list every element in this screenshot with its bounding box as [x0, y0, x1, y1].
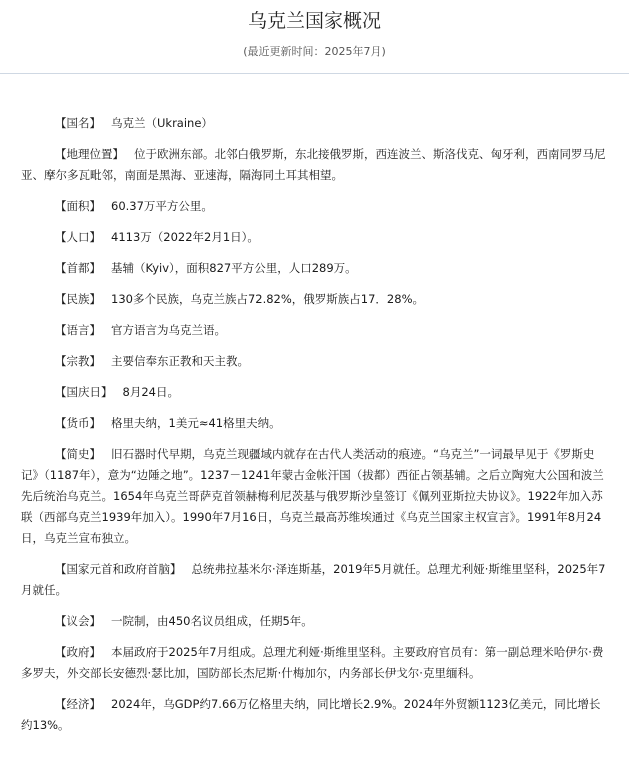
section-capital [21, 258, 611, 279]
article-body [21, 113, 611, 746]
section-national-day [21, 382, 611, 403]
section-population [21, 227, 611, 248]
page-title: 乌克兰国家概况 [247, 10, 381, 32]
section-label: 【宗教】 [55, 354, 101, 368]
section-label: 【首都】 [55, 261, 101, 275]
section-label: 【民族】 [55, 292, 101, 306]
section-label: 【议会】 [55, 614, 101, 628]
section-label: 【货币】 [55, 416, 101, 430]
section-country-name [21, 113, 611, 134]
section-text: 本届政府于2025年7月组成。总理尤利娅·斯维里坚科。主要政府官员有：第一副总理米哈伊尔·费多罗夫，外交部长安德烈·瑟比加，国防部长杰尼斯·什梅加尔，内务部长伊戈尔·克里缅科。 [21, 645, 604, 680]
section-text: 60.37万平方公里。 [111, 199, 213, 213]
section-label: 【国名】 [55, 116, 101, 130]
section-text: 130多个民族，乌克兰族占72.82%，俄罗斯族占17．28%。 [111, 292, 424, 306]
section-head-of-state [21, 559, 611, 601]
section-currency [21, 413, 611, 434]
section-history [21, 444, 611, 549]
section-text: 旧石器时代早期，乌克兰现疆域内就存在古代人类活动的痕迹。“乌克兰”一词最早见于《罗斯史记》（1187年），意为“边陲之地”。1237－1241年蒙古金帐汗国（拔都）西征占领基辅。之后立陶宛大公国和波兰先后统治乌克兰。1654年乌克兰哥萨克首领赫梅利尼茨基与俄罗斯沙皇签订《佩列亚斯拉夫协议》。1922年加入苏联（西部乌克兰1939年加入）。1990年7月16日，乌克兰最高苏维埃通过《乌克兰国家主权宣言》。1991年8月24日，乌克兰宣布独立。 [21, 447, 604, 545]
section-text: 主要信奉东正教和天主教。 [111, 354, 249, 368]
section-parliament [21, 611, 611, 632]
section-label: 【人口】 [55, 230, 101, 244]
section-label: 【国庆日】 [55, 385, 113, 399]
section-religion [21, 351, 611, 372]
section-label: 【地理位置】 [55, 147, 124, 161]
section-area [21, 196, 611, 217]
section-label: 【面积】 [55, 199, 101, 213]
section-economy [21, 694, 611, 736]
section-text: 8月24日。 [122, 385, 179, 399]
section-text: 位于欧洲东部。北邻白俄罗斯，东北接俄罗斯，西连波兰、斯洛伐克、匈牙利，西南同罗马尼亚、摩尔多瓦毗邻，南面是黑海、亚速海，隔海同土耳其相望。 [21, 147, 606, 182]
section-text: 一院制，由450名议员组成，任期5年。 [111, 614, 313, 628]
section-text: 基辅（Kyiv），面积827平方公里，人口289万。 [111, 261, 357, 275]
section-label: 【简史】 [55, 447, 101, 461]
section-location [21, 144, 611, 186]
section-text: 官方语言为乌克兰语。 [111, 323, 226, 337]
section-government [21, 642, 611, 684]
section-label: 【政府】 [55, 645, 101, 659]
section-text: 格里夫纳，1美元≈41格里夫纳。 [111, 416, 281, 430]
section-text: 乌克兰（Ukraine） [111, 116, 213, 130]
section-language [21, 320, 611, 341]
section-ethnicity [21, 289, 611, 310]
update-time: (最近更新时间：2025年7月) [243, 45, 386, 58]
section-text: 4113万（2022年2月1日）。 [111, 230, 259, 244]
section-text: 2024年，乌GDP约7.66万亿格里夫纳，同比增长2.9%。2024年外贸额1123亿美元，同比增长约13%。 [21, 697, 601, 732]
section-label: 【国家元首和政府首脑】 [55, 562, 182, 576]
section-label: 【语言】 [55, 323, 101, 337]
section-text: 总统弗拉基米尔·泽连斯基，2019年5月就任。总理尤利娅·斯维里坚科，2025年7月就任。 [21, 562, 606, 597]
header-divider [0, 73, 629, 74]
section-label: 【经济】 [55, 697, 101, 711]
